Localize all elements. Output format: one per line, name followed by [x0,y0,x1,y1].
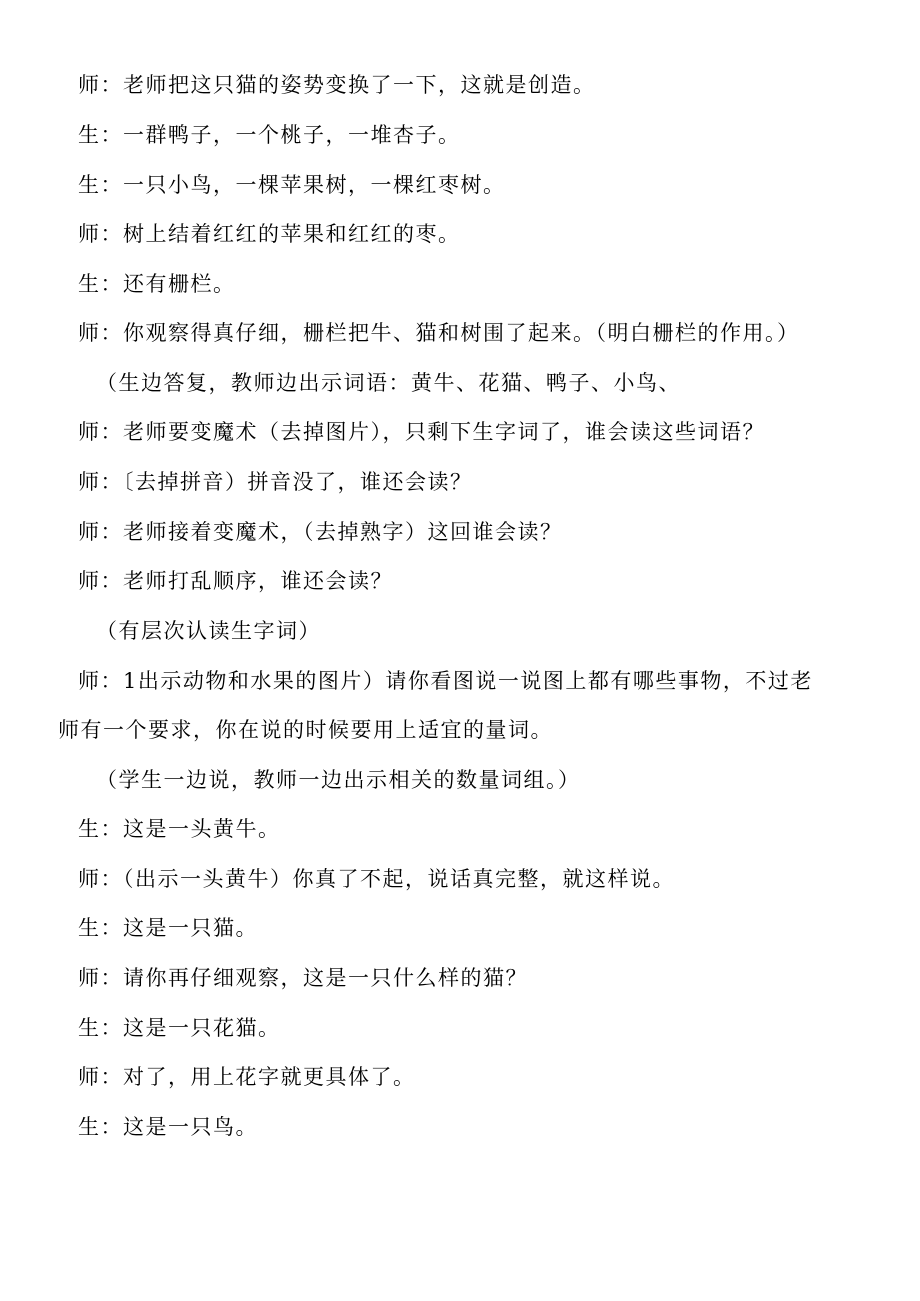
text-line: 师：〔去掉拼音）拼音没了，谁还会读？ [78,470,473,494]
text-line: 生：这是一只鸟。 [78,1115,258,1139]
text-line: 师：对了，用上花字就更具体了。 [78,1065,416,1089]
text-line: 生：这是一只猫。 [78,916,258,940]
text-line: 师：请你再仔细观察，这是一只什么样的猫？ [78,966,528,990]
text-line: 生：还有栅栏。 [78,272,236,296]
text-line: 生：一只小鸟，一棵苹果树，一棵红枣树。 [78,173,506,197]
text-line: 师：老师打乱顺序，谁还会读？ [78,569,393,593]
text-line: （有层次认读生字词） [96,619,321,643]
text-line: 师有一个要求，你在说的时候要用上适宜的量词。 [58,718,553,742]
text-line: 生：这是一头黄牛。 [78,817,281,841]
text-line: 师：你观察得真仔细，栅栏把牛、猫和树围了起来。（明白栅栏的作用。） [78,321,800,345]
text-line: （学生一边说，教师一边出示相关的数量词组。） [96,768,581,792]
text-line: 师：老师把这只猫的姿势变换了一下，这就是创造。 [78,73,596,97]
text-line: 师：树上结着红红的苹果和红红的枣。 [78,222,461,246]
text-line: 师：（出示一头黄牛）你真了不起，说话真完整，就这样说。 [78,867,675,891]
text-line: （生边答复，教师边出示词语：黄牛、花猫、鸭子、小鸟、 [96,371,681,395]
text-line: 生：一群鸭子，一个桃子，一堆杏子。 [78,123,461,147]
text-line: 师：1出示动物和水果的图片）请你看图说一说图上都有哪些事物，不过老 [78,669,813,693]
text-line: 生：这是一只花猫。 [78,1016,281,1040]
text-line: 师：老师接着变魔术，（去掉熟字）这回谁会读？ [78,520,563,544]
text-line: 师：老师要变魔术（去掉图片），只剩下生字词了，谁会读这些词语？ [78,420,765,444]
